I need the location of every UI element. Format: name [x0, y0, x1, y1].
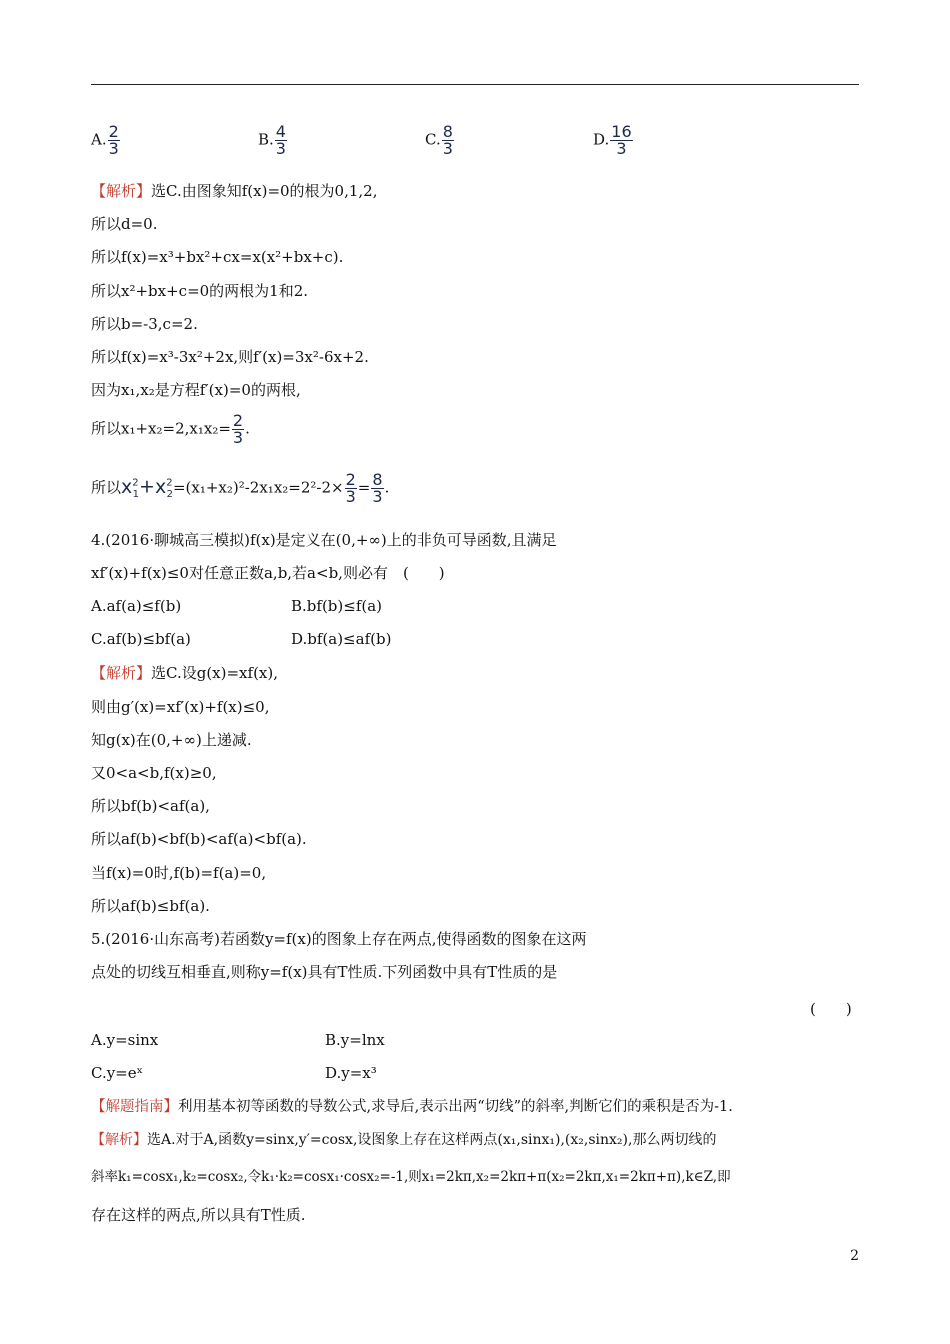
s3-line-9: 所以$x^2_1+x^2_2=(x_1+x_2)^2-2x_1x_2=2^2-2\times$ $\frac{2}{3}$ = $\frac{8}{3}$ . — [91, 470, 390, 506]
s4-line-1: 【解析】选C.设g(x)=xf(x), — [91, 664, 279, 682]
s5-line-2: 斜率k₁=cosx₁,k₂=cosx₂,令k₁·k₂=cosx₁·cosx₂=-1,则x₁=2kπ,x₂=2kπ+π(x₂=2kπ,x₁=2kπ+π),k∈Z,即 — [91, 1169, 731, 1185]
q4-line-2: xf′(x)+f(x)≤0对任意正数a,b,若a<b,则必有 ( ) — [91, 564, 445, 582]
s4-line-6: 所以af(b)<bf(b)<af(a)<bf(a). — [91, 830, 307, 848]
q4-option-d: D.bf(a)≤af(b) — [291, 630, 392, 648]
s3-line-1: 【解析】选C.由图象知f(x)=0的根为0,1,2, — [91, 182, 378, 200]
x1-squared-symbol: $x^2_1$ — [121, 475, 140, 501]
s3-line-2: 所以d=0. — [91, 215, 158, 233]
q3-option-d: D. $\frac{16}{3}$ — [593, 122, 632, 158]
s5-guide: 【解题指南】利用基本初等函数的导数公式,求导后,表示出两“切线”的斜率,判断它们的乘积是否为-1. — [91, 1099, 733, 1115]
q4-line-1: 4.(2016·聊城高三模拟)f(x)是定义在(0,+∞)上的非负可导函数,且满足 — [91, 531, 557, 549]
q5-line-1: 5.(2016·山东高考)若函数y=f(x)的图象上存在两点,使得函数的图象在这两 — [91, 930, 587, 948]
q3-option-c: C. $\frac{8}{3}$ — [425, 122, 453, 158]
q5-option-d: D.y=x³ — [325, 1064, 377, 1082]
page-number: 2 — [850, 1248, 859, 1264]
q4-option-a: A.af(a)≤f(b) — [91, 597, 182, 615]
s3-line-7: 因为x₁,x₂是方程f′(x)=0的两根, — [91, 381, 301, 399]
s3-line-8: 所以x₁+x₂=2,x₁x₂= $\frac{2}{3}$ . — [91, 411, 250, 447]
s4-line-2: 则由g′(x)=xf′(x)+f(x)≤0, — [91, 698, 270, 716]
s3-line-6: 所以f(x)=x³-3x²+2x,则f′(x)=3x²-6x+2. — [91, 348, 369, 366]
q4-option-c: C.af(b)≤bf(a) — [91, 630, 191, 648]
q4-option-b: B.bf(b)≤f(a) — [291, 597, 383, 615]
q5-option-a: A.y=sinx — [91, 1031, 159, 1049]
s4-line-8: 所以af(b)≤bf(a). — [91, 897, 210, 915]
s4-line-3: 知g(x)在(0,+∞)上递减. — [91, 731, 252, 749]
q5-option-b: B.y=lnx — [325, 1031, 385, 1049]
header-rule — [91, 84, 859, 85]
answer-parentheses: ( ) — [810, 1000, 852, 1018]
s3-line-4: 所以x²+bx+c=0的两根为1和2. — [91, 282, 309, 300]
q3-option-b: B. $\frac{4}{3}$ — [258, 122, 286, 158]
s5-line-3: 存在这样的两点,所以具有T性质. — [91, 1206, 306, 1224]
q5-option-c: C.y=eˣ — [91, 1064, 143, 1082]
q3-option-a: A. $\frac{2}{3}$ — [91, 122, 119, 158]
s4-line-5: 所以bf(b)<af(a), — [91, 797, 210, 815]
q5-line-2: 点处的切线互相垂直,则称y=f(x)具有T性质.下列函数中具有T性质的是 — [91, 963, 558, 981]
x2-squared-symbol: $x^2_2$ — [154, 475, 173, 501]
s5-line-1: 【解析】选A.对于A,函数y=sinx,y′=cosx,设图象上存在这样两点(x₁,sinx₁),(x₂,sinx₂),那么两切线的 — [91, 1132, 717, 1148]
s3-line-3: 所以f(x)=x³+bx²+cx=x(x²+bx+c). — [91, 248, 344, 266]
s3-line-5: 所以b=-3,c=2. — [91, 315, 198, 333]
s4-line-4: 又0<a<b,f(x)≥0, — [91, 764, 217, 782]
s4-line-7: 当f(x)=0时,f(b)=f(a)=0, — [91, 864, 267, 882]
